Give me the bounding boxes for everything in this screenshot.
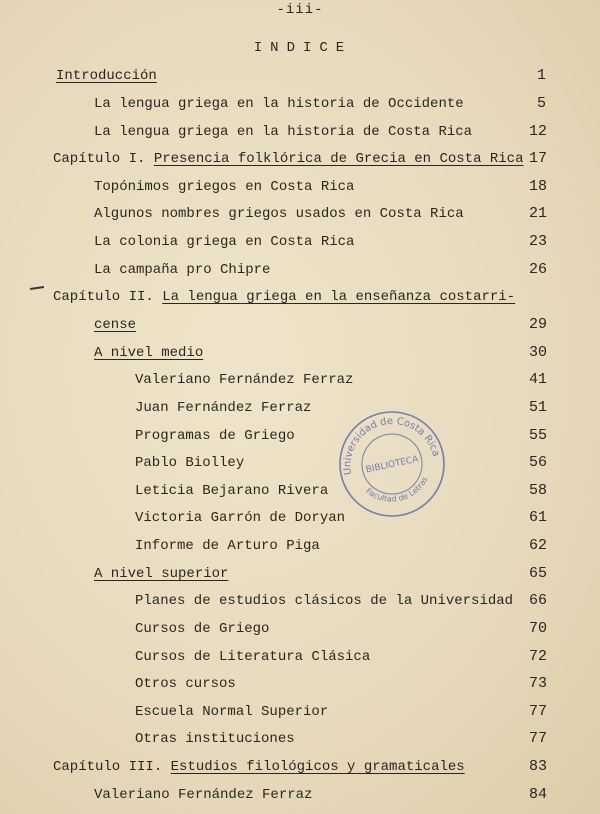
toc-entry: Planes de estudios clásicos de la Universidad — [135, 593, 514, 609]
toc-page: 58 — [529, 482, 548, 499]
toc-entry: Pablo Biolley — [135, 455, 245, 471]
page-number: -iii- — [276, 2, 324, 18]
toc-page: 18 — [529, 178, 548, 195]
toc-entry: La campaña pro Chipre — [94, 262, 271, 278]
toc-entry: Juan Fernández Ferraz — [135, 400, 312, 416]
chapter-title: Estudios filológicos y gramaticales — [170, 759, 465, 775]
toc-entry: La lengua griega en la historia de Costa Rica — [94, 124, 473, 140]
toc-entry: Victoria Garrón de Doryan — [135, 510, 346, 526]
toc-page: 12 — [529, 123, 548, 140]
toc-page: 17 — [529, 150, 548, 167]
toc-page: 83 — [529, 758, 548, 775]
toc-entry: Leticia Bejarano Rivera — [135, 483, 329, 499]
toc-page: 62 — [529, 537, 548, 554]
toc-entry: Programas de Griego — [135, 428, 295, 444]
toc-entry: Valeriano Fernández Ferraz — [135, 372, 354, 388]
toc-entry-continuation: cense — [94, 317, 137, 333]
toc-entry: Cursos de Griego — [135, 621, 270, 637]
toc-page: 21 — [529, 205, 548, 222]
toc-page: 77 — [529, 730, 548, 747]
stamp-bottom-text: Facultad de Letras — [364, 475, 430, 504]
toc-page: 70 — [529, 620, 548, 637]
toc-page: 55 — [529, 427, 548, 444]
chapter-prefix: Capítulo I. — [53, 151, 154, 167]
toc-page: 84 — [529, 786, 548, 803]
toc-entry-introduccion: Introducción — [56, 68, 157, 84]
toc-chapter-1 — [53, 151, 524, 167]
toc-entry: Topónimos griegos en Costa Rica — [94, 179, 355, 195]
toc-section-nivel-superior: A nivel superior — [94, 566, 229, 582]
chapter-title: La lengua griega en la enseñanza costarri- — [162, 289, 516, 305]
toc-entry: Otras instituciones — [135, 731, 295, 747]
toc-page: 73 — [529, 675, 548, 692]
toc-entry: Algunos nombres griegos usados en Costa Rica — [94, 206, 464, 222]
toc-page: 56 — [529, 454, 548, 471]
chapter-title: Presencia folklórica de Grecia en Costa Rica — [153, 151, 524, 167]
margin-pen-mark — [30, 286, 44, 290]
stamp-top-text: Universidad de Costa Rica — [342, 415, 442, 476]
toc-section-nivel-medio: A nivel medio — [94, 345, 204, 361]
toc-page: 23 — [529, 233, 548, 250]
toc-page: 72 — [529, 648, 548, 665]
toc-entry: Valeriano Fernández Ferraz — [94, 787, 313, 803]
toc-entry: Escuela Normal Superior — [135, 704, 329, 720]
toc-page: 29 — [529, 316, 548, 333]
toc-chapter-2 — [53, 289, 515, 305]
toc-entry: Otros cursos — [135, 676, 236, 692]
chapter-prefix: Capítulo III. — [53, 759, 171, 775]
toc-chapter-3 — [53, 759, 465, 775]
toc-entry: La lengua griega en la historia de Occidente — [94, 96, 464, 112]
toc-page: 5 — [537, 95, 547, 112]
index-title: INDICE — [253, 40, 353, 56]
stamp-center-text: BIBLIOTECA — [365, 454, 420, 476]
library-stamp-icon — [336, 408, 448, 520]
toc-page: 30 — [529, 344, 548, 361]
toc-page: 77 — [529, 703, 548, 720]
toc-page: 51 — [529, 399, 548, 416]
toc-page-introduccion: 1 — [537, 67, 547, 84]
toc-page: 26 — [529, 261, 548, 278]
toc-page: 65 — [529, 565, 548, 582]
toc-entry: La colonia griega en Costa Rica — [94, 234, 355, 250]
toc-page: 41 — [529, 371, 548, 388]
toc-entry: Cursos de Literatura Clásica — [135, 649, 371, 665]
toc-entry: Informe de Arturo Piga — [135, 538, 320, 554]
chapter-prefix: Capítulo II. — [53, 289, 163, 305]
toc-page: 66 — [529, 592, 548, 609]
toc-page: 61 — [529, 509, 548, 526]
